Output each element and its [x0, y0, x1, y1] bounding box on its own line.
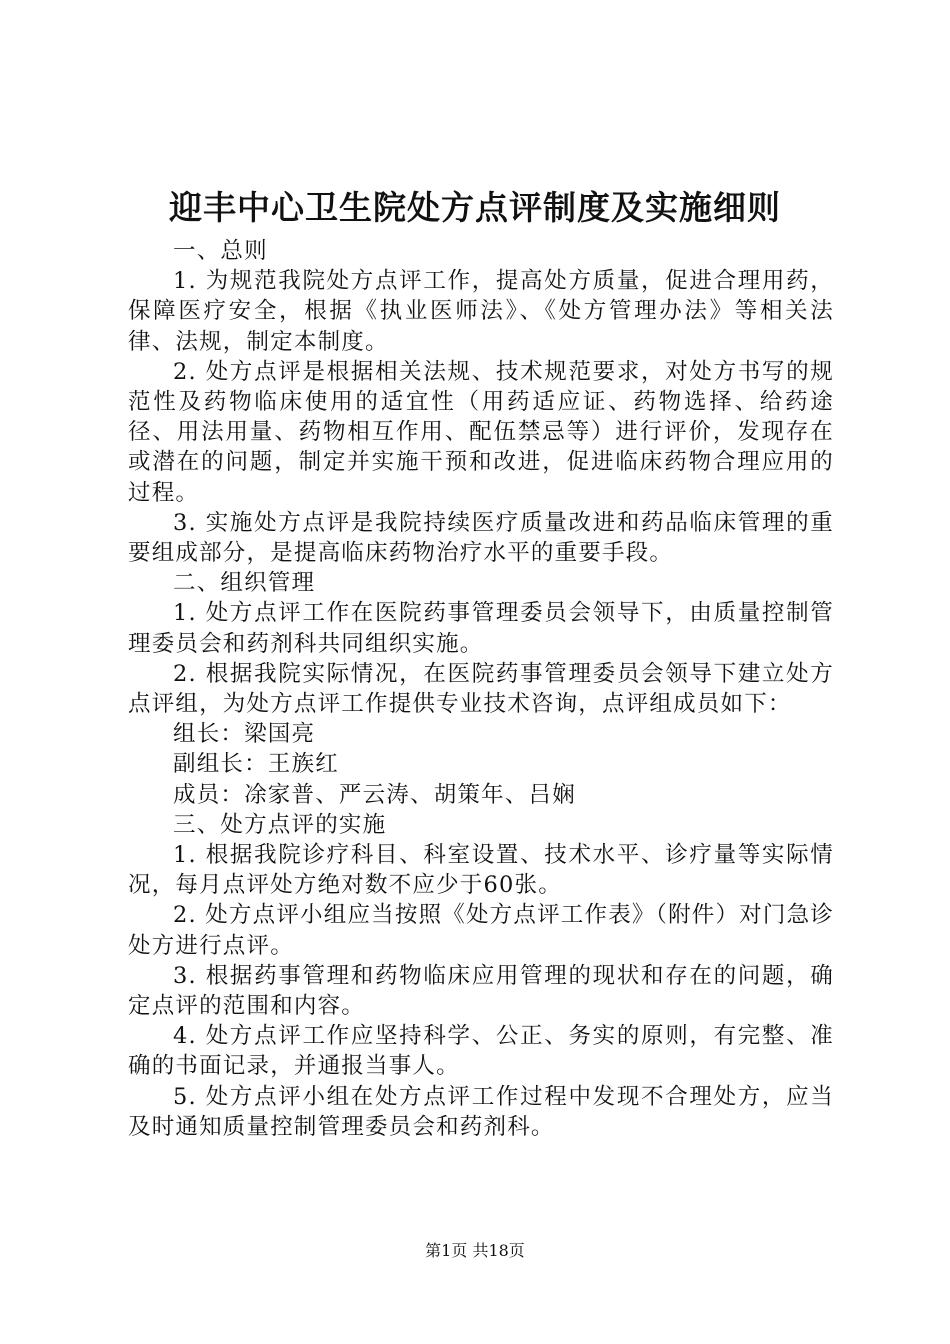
section-heading: 二、组织管理 [173, 570, 316, 597]
member-line: 组长：梁国亮 [173, 721, 316, 748]
page-number-footer: 第1页 共18页 [425, 1241, 525, 1260]
section-heading: 一、总则 [173, 238, 268, 264]
paragraph: 1. 根据我院诊疗科目、科室设置、技术水平、诊疗量等实际情况，每月点评处方绝对数不应少于60张。 [128, 842, 834, 899]
member-line: 成员：凃家普、严云涛、胡策年、吕娴 [173, 781, 576, 808]
paragraph: 2. 根据我院实际情况，在医院药事管理委员会领导下建立处方点评组，为处方点评工作提供专业技术咨询，点评组成员如下： [128, 660, 834, 718]
paragraph: 2. 处方点评小组应当按照《处方点评工作表》（附件）对门急诊处方进行点评。 [128, 902, 834, 959]
paragraph: 2. 处方点评是根据相关法规、技术规范要求，对处方书写的规范性及药物临床使用的适宜性（用药适应证、药物选择、给药途径、用法用量、药物相互作用、配伍禁忌等）进行评价，发现存在或潜在的问题，制定并实施干预和改进，促进临床药物合理应用的过程。 [128, 358, 834, 506]
paragraph: 1. 为规范我院处方点评工作，提高处方质量，促进合理用药，保障医疗安全，根据《执业医师法》、《处方管理办法》等相关法律、法规，制定本制度。 [128, 268, 834, 355]
paragraph: 3. 实施处方点评是我院持续医疗质量改进和药品临床管理的重要组成部分，是提高临床药物治疗水平的重要手段。 [128, 509, 834, 567]
paragraph: 1. 处方点评工作在医院药事管理委员会领导下，由质量控制管理委员会和药剂科共同组织实施。 [128, 600, 834, 657]
document-title: 迎丰中心卫生院处方点评制度及实施细则 [169, 188, 781, 227]
section-heading: 三、处方点评的实施 [173, 811, 387, 838]
paragraph: 4. 处方点评工作应坚持科学、公正、务实的原则，有完整、准确的书面记录，并通报当事人。 [128, 1023, 834, 1080]
document-body [128, 236, 834, 1142]
paragraph: 5. 处方点评小组在处方点评工作过程中发现不合理处方，应当及时通知质量控制管理委员会和药剂科。 [128, 1083, 834, 1140]
member-line: 副组长：王族红 [173, 751, 339, 778]
paragraph: 3. 根据药事管理和药物临床应用管理的现状和存在的问题，确定点评的范围和内容。 [128, 962, 834, 1020]
